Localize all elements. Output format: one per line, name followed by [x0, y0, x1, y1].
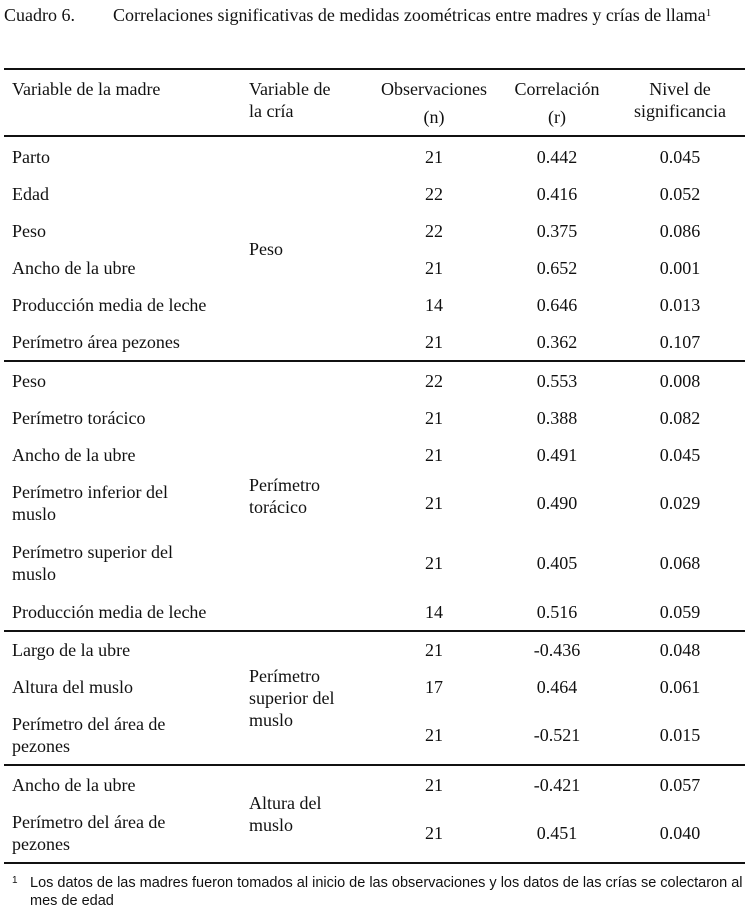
table-row: [4, 765, 745, 803]
cell-p: 0.013: [659, 294, 701, 315]
cell-madre: Largo de la ubre: [12, 640, 131, 660]
table-caption: [4, 4, 744, 26]
cell-r: 0.362: [499, 323, 615, 361]
cell-n: 21: [425, 640, 443, 660]
cell-n: 21: [425, 493, 443, 513]
cell-p: 0.001: [659, 257, 701, 278]
table-row: [4, 286, 745, 323]
cell-p: 0.068: [659, 553, 701, 573]
cell-p: 0.045: [659, 146, 701, 167]
header-significancia: Nivel de significancia: [634, 79, 726, 121]
cell-r: 0.553: [536, 370, 578, 391]
table-row: [4, 436, 745, 473]
cell-r: 0.405: [536, 553, 578, 573]
footnote-number: 1: [12, 875, 18, 886]
cell-r: 0.416: [536, 183, 578, 204]
cell-n: 21: [425, 407, 443, 428]
cell-n: 21: [425, 774, 443, 795]
cell-r: -0.421: [533, 774, 581, 795]
header-correlacion: Correlación (r): [514, 79, 600, 127]
cell-madre: Ancho de la ubre: [12, 774, 136, 795]
cell-cria: Altura del muslo: [249, 765, 369, 863]
cell-madre: Parto: [12, 146, 50, 167]
cell-r: -0.521: [499, 705, 615, 765]
cell-madre: Peso: [12, 370, 47, 391]
table-row: [4, 138, 745, 175]
table-row: [4, 668, 745, 705]
cell-r: 0.464: [536, 676, 578, 697]
cell-r: 0.442: [536, 146, 578, 167]
cell-p: 0.057: [659, 774, 701, 795]
correlation-table: [4, 70, 745, 864]
cell-madre: Perímetro del área de pezones: [4, 803, 249, 863]
table-row: [4, 593, 745, 631]
cell-n: 21: [425, 444, 443, 465]
table-row: [4, 249, 745, 286]
table-row: [4, 473, 745, 533]
cell-p: 0.029: [659, 493, 701, 513]
cell-madre: Edad: [12, 183, 49, 204]
header-madre: Variable de la madre: [12, 79, 161, 99]
table-row: [4, 212, 745, 249]
table-title: [113, 4, 741, 26]
cell-p: 0.059: [615, 593, 745, 631]
cell-n: 21: [425, 257, 443, 278]
table-row: [4, 803, 745, 863]
cell-n: 21: [369, 803, 499, 863]
cell-p: 0.052: [659, 183, 701, 204]
cell-n: 17: [425, 676, 443, 697]
cell-madre: Perímetro torácico: [12, 407, 146, 428]
cell-r: 0.491: [536, 444, 578, 465]
cell-p: 0.086: [659, 220, 701, 241]
table-number: Cuadro 6.: [4, 5, 75, 25]
cell-r: 0.516: [499, 593, 615, 631]
table-footnote: [4, 874, 746, 910]
cell-p: 0.015: [615, 705, 745, 765]
cell-r: 0.490: [536, 493, 578, 513]
cell-n: 21: [425, 553, 443, 573]
cell-madre: Perímetro inferior del muslo: [12, 482, 168, 524]
cell-p: 0.082: [659, 407, 701, 428]
table-row: [4, 533, 745, 593]
cell-madre: Ancho de la ubre: [12, 444, 136, 465]
cell-r: 0.646: [536, 294, 578, 315]
cell-r: 0.451: [499, 803, 615, 863]
cell-madre: Perímetro área pezones: [4, 323, 249, 361]
header-cria: Variable de la cría: [249, 79, 331, 121]
footnote-marker: 1: [705, 7, 712, 19]
cell-r: 0.388: [536, 407, 578, 428]
cell-p: 0.048: [659, 640, 701, 660]
cell-p: 0.040: [615, 803, 745, 863]
cell-p: 0.045: [659, 444, 701, 465]
cell-cria: Peso: [249, 138, 369, 361]
table-row: [4, 323, 745, 361]
cell-madre: Altura del muslo: [12, 676, 133, 697]
table-row: [4, 399, 745, 436]
cell-n: 22: [425, 183, 443, 204]
cell-p: 0.061: [659, 676, 701, 697]
table-row: [4, 631, 745, 668]
cell-madre: Perímetro superior del muslo: [12, 542, 173, 584]
cell-cria: Perímetro superior del muslo: [249, 631, 369, 765]
cell-n: 21: [425, 146, 443, 167]
cell-n: 21: [369, 323, 499, 361]
cell-madre: Perímetro del área de pezones: [4, 705, 249, 765]
cell-n: 21: [369, 705, 499, 765]
table-title-text: Correlaciones significativas de medidas zoométricas entre madres y crías de llama: [113, 5, 706, 25]
cell-r: -0.436: [533, 640, 581, 660]
cell-madre: Producción media de leche: [4, 593, 249, 631]
cell-n: 22: [425, 370, 443, 391]
cell-n: 14: [425, 294, 443, 315]
cell-r: 0.652: [536, 257, 578, 278]
header-observaciones: Observaciones (n): [381, 79, 487, 127]
table-row: [4, 175, 745, 212]
cell-r: 0.375: [536, 220, 578, 241]
table-body: [4, 138, 745, 863]
table-row: [4, 361, 745, 399]
cell-p: 0.107: [615, 323, 745, 361]
footnote-text: Los datos de las madres fueron tomados al inicio de las observaciones y los datos de las crías se colectaron al mes de edad: [30, 875, 743, 909]
cell-p: 0.008: [659, 370, 701, 391]
cell-madre: Producción media de leche: [12, 294, 207, 315]
cell-cria: Perímetro torácico: [249, 361, 369, 631]
cell-n: 22: [425, 220, 443, 241]
cell-madre: Peso: [12, 220, 47, 241]
header-row: [4, 70, 745, 138]
cell-n: 14: [369, 593, 499, 631]
table-row: [4, 705, 745, 765]
cell-madre: Ancho de la ubre: [12, 257, 136, 278]
